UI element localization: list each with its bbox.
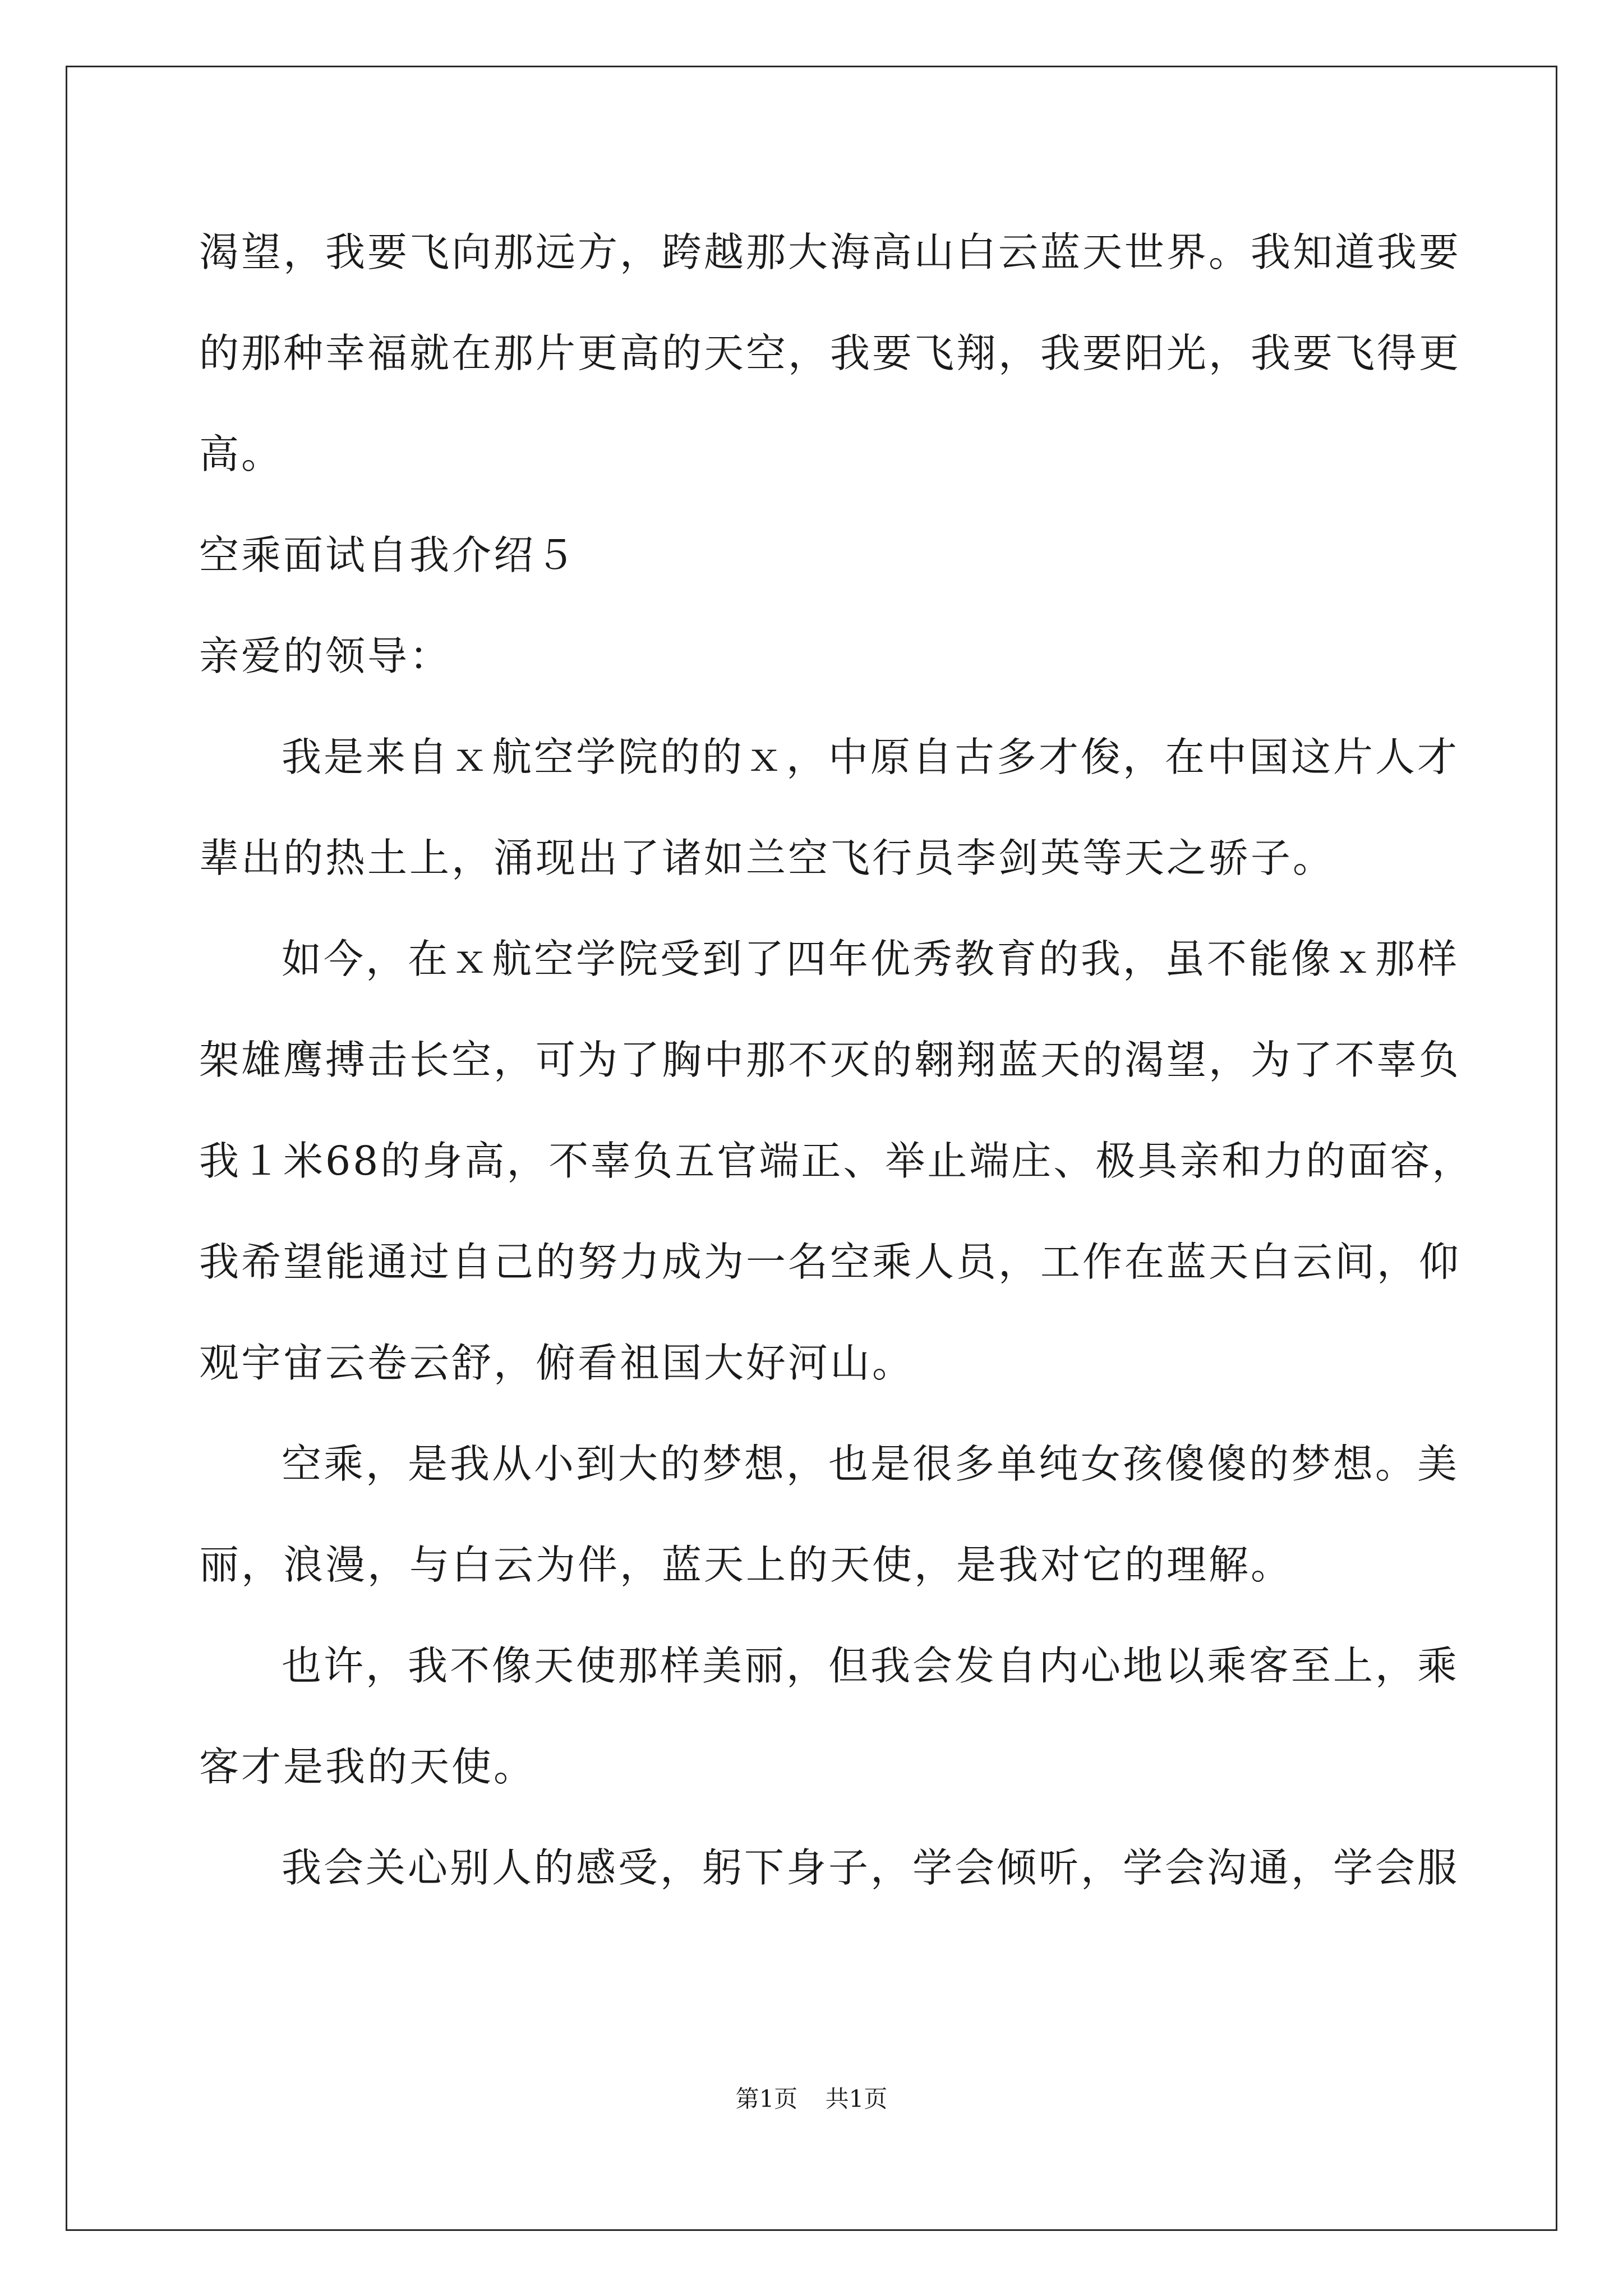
- body-text-line: 我希望能通过自己的努力成为一名空乘人员，工作在蓝天白云间，仰: [199, 1239, 1461, 1285]
- body-text-line: 也许，我不像天使那样美丽，但我会发自内心地以乘客至上，乘: [282, 1642, 1460, 1689]
- page-total: 共1页: [825, 2085, 888, 2113]
- page-footer: [0, 2082, 1623, 2116]
- body-text-line: 我是来自ｘ航空学院的的ｘ，中原自古多才俊，在中国这片人才: [282, 734, 1460, 780]
- body-text-line: 架雄鹰搏击长空，可为了胸中那不灭的翱翔蓝天的渴望，为了不辜负: [199, 1037, 1461, 1083]
- page-number: 第1页: [735, 2085, 798, 2113]
- section-heading: 空乘面试自我介绍５: [199, 532, 578, 578]
- body-text-line: 我会关心别人的感受，躬下身子，学会倾听，学会沟通，学会服: [282, 1844, 1460, 1891]
- body-text-line: 高。: [199, 431, 284, 477]
- body-text-line: 空乘，是我从小到大的梦想，也是很多单纯女孩傻傻的梦想。美: [282, 1441, 1460, 1487]
- body-text-line: 丽，浪漫，与白云为伴，蓝天上的天使，是我对它的理解。: [199, 1542, 1293, 1588]
- body-text-line: 观宇宙云卷云舒，俯看祖国大好河山。: [199, 1340, 915, 1386]
- body-text-line: 的那种幸福就在那片更高的天空，我要飞翔，我要阳光，我要飞得更: [199, 330, 1461, 376]
- body-text-line: 我１米68的身高，不辜负五官端正、举止端庄、极具亲和力的面容，: [199, 1138, 1474, 1184]
- body-text-line: 渴望，我要飞向那远方，跨越那大海高山白云蓝天世界。我知道我要: [199, 229, 1461, 275]
- body-text-line: 如今，在ｘ航空学院受到了四年优秀教育的我，虽不能像ｘ那样: [282, 936, 1460, 982]
- body-text-line: 客才是我的天使。: [199, 1743, 536, 1790]
- salutation: 亲爱的领导：: [199, 633, 452, 679]
- body-text-line: 辈出的热土上，涌现出了诸如兰空飞行员李剑英等天之骄子。: [199, 835, 1335, 881]
